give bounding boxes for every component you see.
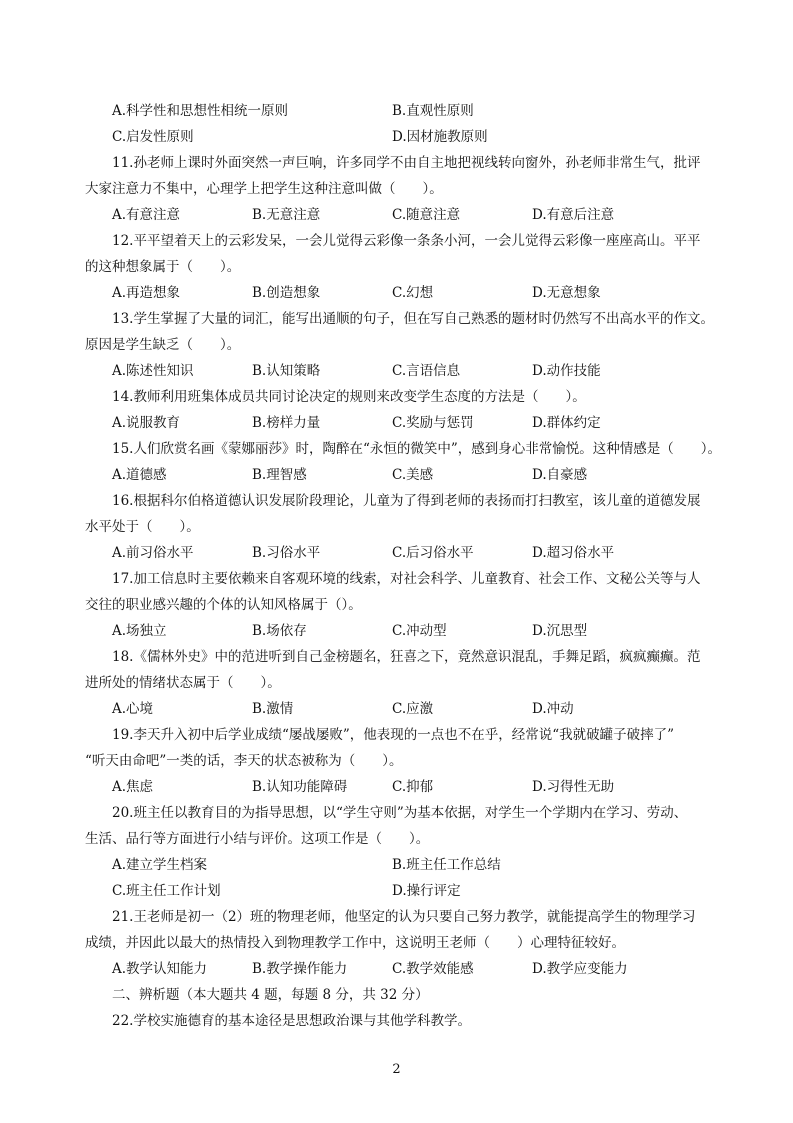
option-a: A.教学认知能力 xyxy=(112,961,208,977)
option-c: C.教学效能感 xyxy=(392,961,474,977)
option-d: D.自豪感 xyxy=(532,467,588,483)
option-b: B.激情 xyxy=(252,701,294,717)
option-d: D.沉思型 xyxy=(532,623,588,639)
question-stem: 19.李天升入初中后学业成绩“屡战屡败”，他表现的一点也不在乎，经常说“我就破罐子破摔了” xyxy=(112,727,675,743)
option-b: B.理智感 xyxy=(252,467,307,483)
option-d: D.教学应变能力 xyxy=(532,961,628,977)
option-d: D.因材施教原则 xyxy=(392,129,488,145)
option-a: A.建立学生档案 xyxy=(112,857,208,873)
option-d: D.超习俗水平 xyxy=(532,545,615,561)
option-b: B.创造想象 xyxy=(252,285,321,301)
option-c: C.后习俗水平 xyxy=(392,545,474,561)
option-c: C.言语信息 xyxy=(392,363,461,379)
option-a: A.科学性和思想性相统一原则 xyxy=(112,103,289,119)
option-d: D.群体约定 xyxy=(532,415,601,431)
question-stem: 的这种想象属于（ ）。 xyxy=(85,259,241,275)
option-b: B.认知功能障碍 xyxy=(252,779,348,795)
option-d: D.冲动 xyxy=(532,701,574,717)
option-d: D.有意后注意 xyxy=(532,207,615,223)
option-b: B.榜样力量 xyxy=(252,415,321,431)
option-a: A.道德感 xyxy=(112,467,167,483)
option-c: C.随意注意 xyxy=(392,207,461,223)
option-a: A.说服教育 xyxy=(112,415,181,431)
option-c: C.奖励与惩罚 xyxy=(392,415,474,431)
option-b: B.班主任工作总结 xyxy=(392,857,501,873)
question-stem: 12.平平望着天上的云彩发呆，一会儿觉得云彩像一条条小河，一会儿觉得云彩像一座座高山。平平 xyxy=(112,233,701,249)
section-heading: 二、辨析题（本大题共 4 题，每题 8 分，共 32 分） xyxy=(112,987,429,1003)
option-d: D.动作技能 xyxy=(532,363,601,379)
option-b: B.教学操作能力 xyxy=(252,961,348,977)
question-stem: 成绩，并因此以最大的热情投入到物理教学工作中，这说明王老师（ ）心理特征较好。 xyxy=(85,935,625,951)
question-stem: 交往的职业感兴趣的个体的认知风格属于（）。 xyxy=(85,597,362,613)
option-c: C.应激 xyxy=(392,701,434,717)
question-stem: 大家注意力不集中，心理学上把学生这种注意叫做（ ）。 xyxy=(85,181,443,197)
option-c: C.启发性原则 xyxy=(112,129,194,145)
question-stem: 21.王老师是初一（2）班的物理老师，他坚定的认为只要自己努力教学，就能提高学生的物理学习 xyxy=(112,909,696,925)
option-a: A.再造想象 xyxy=(112,285,181,301)
question-stem: 11.孙老师上课时外面突然一声巨响，许多同学不由自主地把视线转向窗外，孙老师非常生气，批评 xyxy=(112,155,701,171)
option-a: A.有意注意 xyxy=(112,207,181,223)
question-stem: 17.加工信息时主要依赖来自客观环境的线索，对社会科学、儿童教育、社会工作、文秘公关等与人 xyxy=(112,571,701,587)
question-stem: 进所处的情绪状态属于（ ）。 xyxy=(85,675,281,691)
question-stem: 18.《儒林外史》中的范进听到自己金榜题名，狂喜之下，竟然意识混乱，手舞足蹈，疯疯癫癫。范 xyxy=(112,649,701,665)
option-d: D.无意想象 xyxy=(532,285,601,301)
question-stem: 水平处于（ ）。 xyxy=(85,519,200,535)
option-c: C.美感 xyxy=(392,467,434,483)
option-a: A.前习俗水平 xyxy=(112,545,194,561)
question-stem: 14.教师利用班集体成员共同讨论决定的规则来改变学生态度的方法是（ ）。 xyxy=(112,389,586,405)
question-stem: 16.根据科尔伯格道德认识发展阶段理论，儿童为了得到老师的表扬而打扫教室，该儿童的道德发展 xyxy=(112,493,701,509)
option-c: C.抑郁 xyxy=(392,779,434,795)
option-d: D.操行评定 xyxy=(392,883,461,899)
option-b: B.无意注意 xyxy=(252,207,321,223)
option-b: B.场依存 xyxy=(252,623,307,639)
option-c: C.班主任工作计划 xyxy=(112,883,221,899)
option-d: D.习得性无助 xyxy=(532,779,615,795)
question-stem: 15.人们欣赏名画《蒙娜丽莎》时，陶醉在“永恒的微笑中”，感到身心非常愉悦。这种情感是（ ）。 xyxy=(112,441,722,457)
option-b: B.习俗水平 xyxy=(252,545,321,561)
option-b: B.认知策略 xyxy=(252,363,321,379)
question-stem: 22.学校实施德育的基本途径是思想政治课与其他学科教学。 xyxy=(112,1013,471,1029)
option-a: A.焦虑 xyxy=(112,779,154,795)
page-number: 2 xyxy=(392,1062,401,1077)
option-c: C.幻想 xyxy=(392,285,434,301)
option-c: C.冲动型 xyxy=(392,623,447,639)
option-b: B.直观性原则 xyxy=(392,103,474,119)
option-a: A.场独立 xyxy=(112,623,167,639)
question-stem: 原因是学生缺乏（ ）。 xyxy=(85,337,241,353)
question-stem: 生活、品行等方面进行小结与评价。这项工作是（ ）。 xyxy=(85,831,430,847)
question-stem: “听天由命吧”一类的话，李天的状态被称为（ ）。 xyxy=(85,753,403,769)
question-stem: 13.学生掌握了大量的词汇，能写出通顺的句子，但在写自己熟悉的题材时仍然写不出高水平的作文。 xyxy=(112,311,714,327)
question-stem: 20.班主任以教育目的为指导思想，以“学生守则”为基本依据，对学生一个学期内在学习、劳动、 xyxy=(112,805,688,821)
option-a: A.陈述性知识 xyxy=(112,363,194,379)
option-a: A.心境 xyxy=(112,701,154,717)
